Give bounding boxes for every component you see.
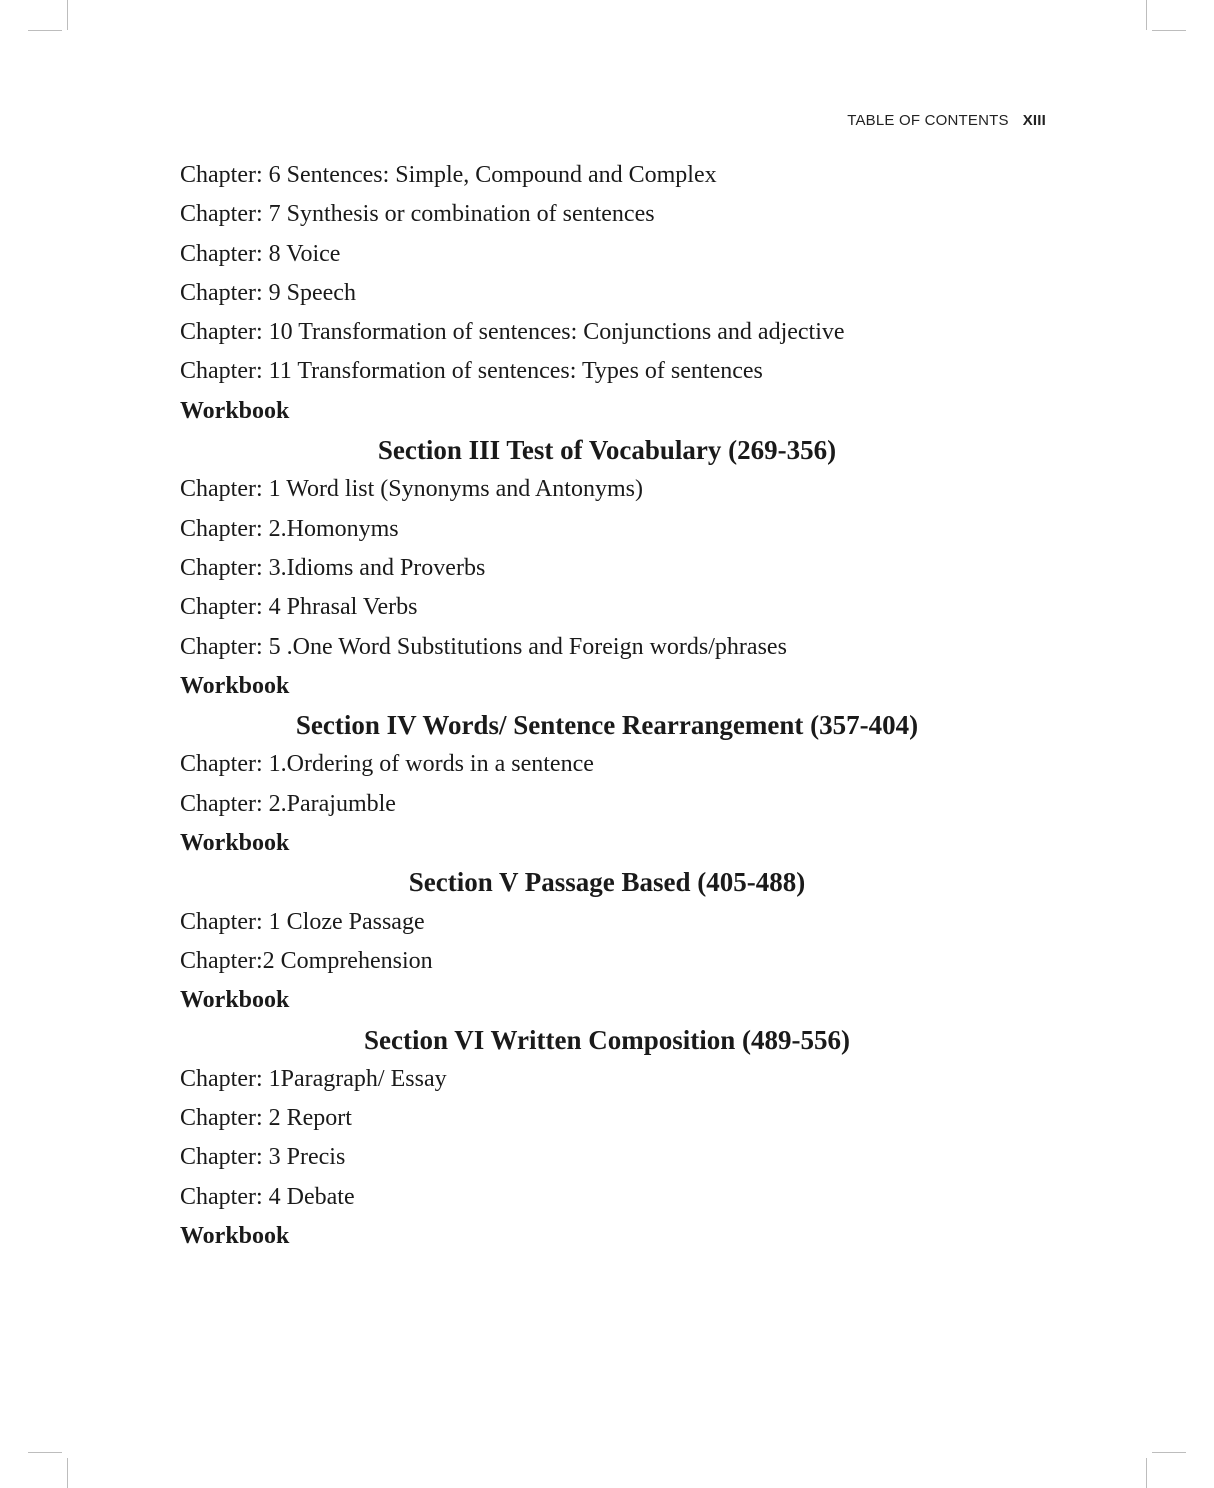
chapter-entry: Chapter: 1 Word list (Synonyms and Antonyms): [180, 476, 643, 503]
crop-mark-bottom-right-horizontal: [1152, 1452, 1186, 1453]
workbook-entry: Workbook: [180, 1223, 290, 1250]
crop-mark-bottom-left-horizontal: [28, 1452, 62, 1453]
chapter-entry: Chapter: 2.Parajumble: [180, 790, 396, 817]
chapter-entry: Chapter: 10 Transformation of sentences: Conjunctions and adjective: [180, 319, 845, 346]
chapter-entry: Chapter: 7 Synthesis or combination of sentences: [180, 201, 655, 228]
chapter-entry: Chapter: 11 Transformation of sentences: Types of sentences: [180, 358, 763, 385]
chapter-entry: Chapter: 9 Speech: [180, 279, 356, 306]
chapter-entry: Chapter: 1 Cloze Passage: [180, 908, 425, 935]
section-heading: Section VI Written Composition (489-556): [364, 1024, 850, 1055]
crop-mark-top-right-horizontal: [1152, 30, 1186, 31]
chapter-entry: Chapter:2 Comprehension: [180, 947, 433, 974]
chapter-entry: Chapter: 4 Debate: [180, 1183, 355, 1210]
section-heading: Section III Test of Vocabulary (269-356): [377, 435, 837, 466]
section-heading: Section V Passage Based (405-488): [408, 867, 806, 898]
crop-mark-top-left-vertical: [67, 0, 68, 30]
chapter-entry: Chapter: 2 Report: [180, 1105, 352, 1132]
workbook-entry: Workbook: [180, 672, 290, 699]
chapter-entry: Chapter: 3.Idioms and Proverbs: [180, 554, 486, 581]
chapter-entry: Chapter: 8 Voice: [180, 240, 341, 267]
crop-mark-bottom-left-vertical: [67, 1458, 68, 1488]
crop-mark-top-right-vertical: [1146, 0, 1147, 30]
chapter-entry: Chapter: 5 .One Word Substitutions and Foreign words/phrases: [180, 633, 787, 660]
chapter-entry: Chapter: 4 Phrasal Verbs: [180, 594, 418, 621]
workbook-entry: Workbook: [180, 987, 290, 1014]
page-number: XIII: [1022, 112, 1046, 129]
crop-mark-bottom-right-vertical: [1146, 1458, 1147, 1488]
workbook-entry: Workbook: [180, 830, 290, 857]
crop-mark-top-left-horizontal: [28, 30, 62, 31]
table-of-contents: [180, 156, 1034, 1256]
running-title: TABLE OF CONTENTS: [847, 112, 1009, 129]
chapter-entry: Chapter: 2.Homonyms: [180, 515, 399, 542]
chapter-entry: Chapter: 3 Precis: [180, 1144, 346, 1171]
chapter-entry: Chapter: 1Paragraph/ Essay: [180, 1065, 447, 1092]
section-heading: Section IV Words/ Sentence Rearrangement (357-404): [295, 710, 919, 741]
workbook-entry: Workbook: [180, 397, 290, 424]
chapter-entry: Chapter: 6 Sentences: Simple, Compound and Complex: [180, 162, 717, 188]
chapter-entry: Chapter: 1.Ordering of words in a sentence: [180, 751, 594, 778]
running-header: [847, 112, 1046, 129]
